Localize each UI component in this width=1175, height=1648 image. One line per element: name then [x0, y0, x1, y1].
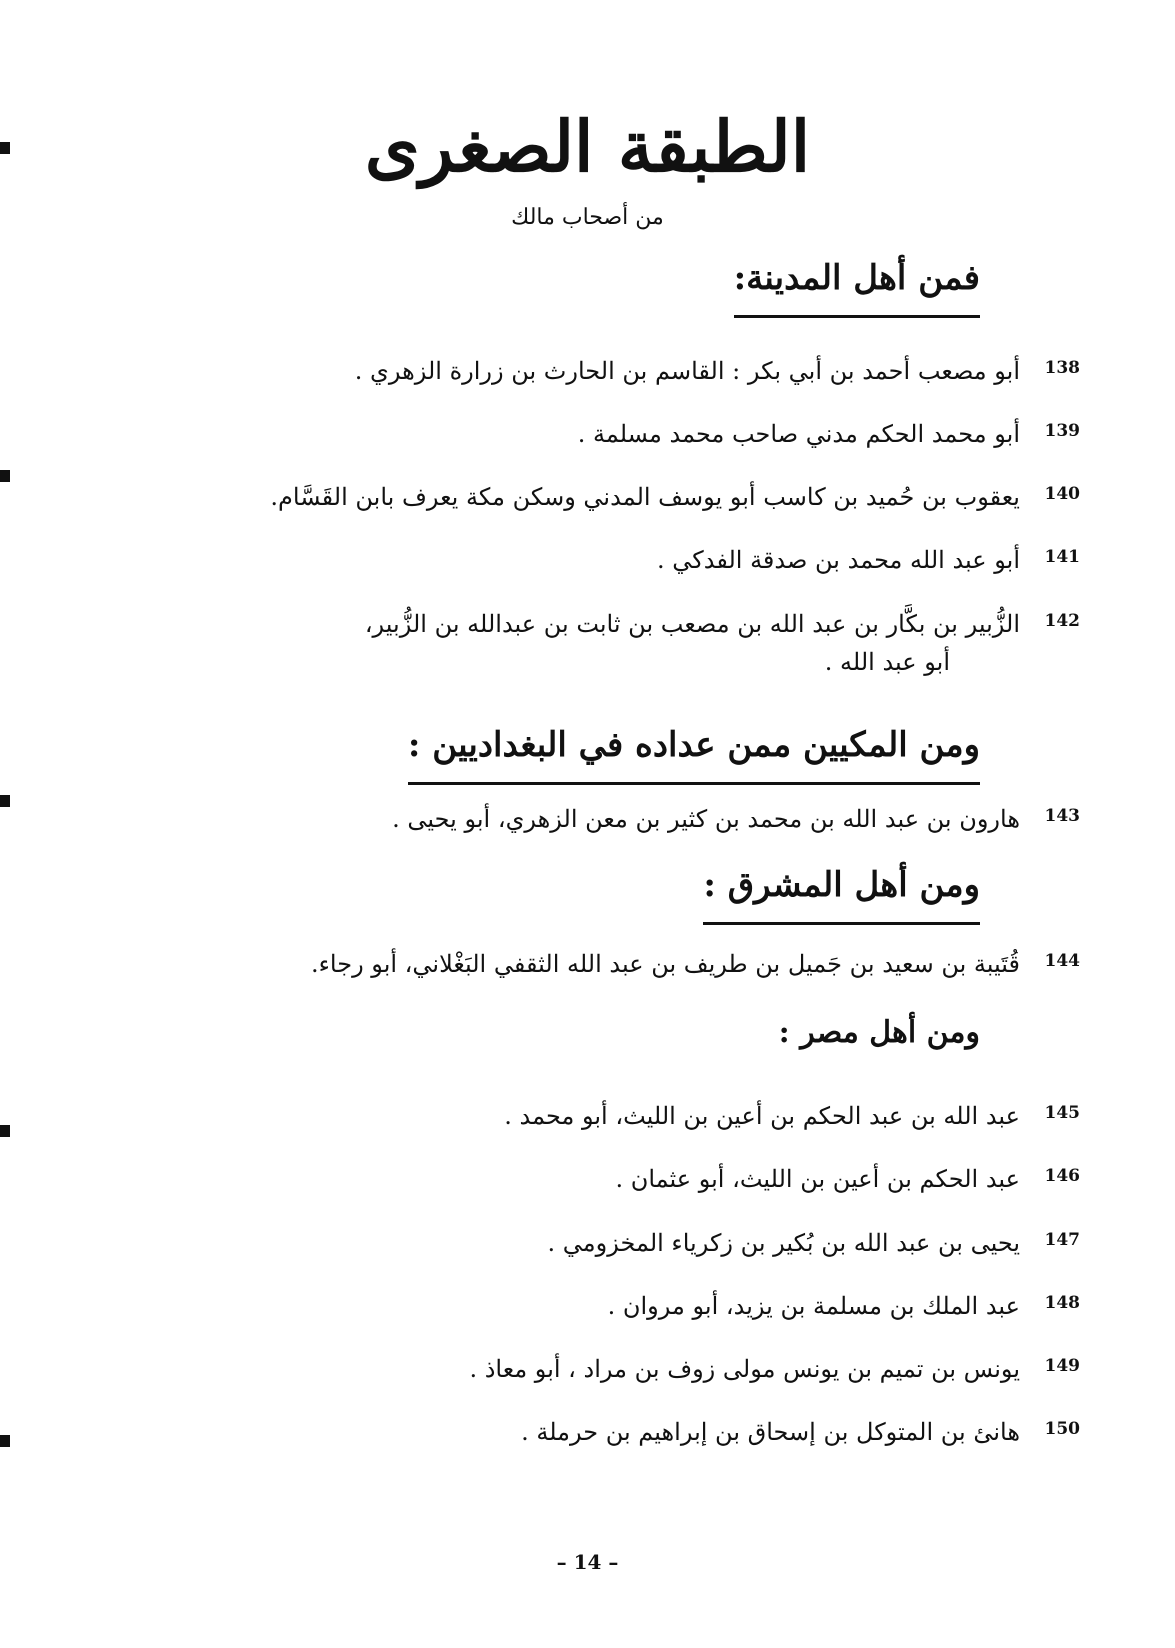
scan-edge-mark [0, 470, 10, 482]
entry-143 [392, 800, 1080, 838]
entry-text: يحيى بن عبد الله بن بُكير بن زكرياء المخزومي . [547, 1229, 1020, 1257]
entry-144 [311, 945, 1080, 983]
scan-edge-mark [0, 795, 10, 807]
entry-number: 139 [1044, 421, 1080, 441]
entry-text: يونس بن تميم بن يونس مولى زوف بن مراد ، أبو معاذ . [469, 1355, 1020, 1383]
section-heading-text: فمن أهل المدينة: [733, 258, 980, 298]
entry-142 [364, 605, 1080, 682]
entry-number: 144 [1044, 951, 1080, 971]
section-heading-text: ومن المكيين ممن عداده في البغداديين : [407, 725, 980, 765]
entry-149 [469, 1350, 1080, 1388]
entry-number: 147 [1044, 1230, 1080, 1250]
page-subtitle: من أصحاب مالك [511, 205, 664, 230]
section-heading-mashriq [703, 865, 980, 911]
entry-text: الزُّبير بن بكَّار بن عبد الله بن مصعب بن ثابت بن عبدالله بن الزُّبير، [364, 610, 1020, 638]
section-heading-makkiyyin [408, 725, 980, 771]
scan-edge-mark [0, 142, 10, 154]
page-title: الطبقة الصغرى [364, 105, 811, 188]
heading-underline [703, 922, 980, 925]
page-number: – 14 – [556, 1550, 619, 1574]
entry-139 [577, 415, 1080, 453]
heading-underline [408, 782, 980, 785]
entry-text: أبو عبد الله محمد بن صدقة الفدكي . [657, 546, 1020, 574]
entry-number: 148 [1044, 1293, 1080, 1313]
entry-number: 145 [1044, 1103, 1080, 1123]
entry-text: هارون بن عبد الله بن محمد بن كثير بن معن الزهري، أبو يحيى . [392, 805, 1020, 833]
section-heading-text: ومن أهل المشرق : [703, 865, 980, 905]
entry-number: 149 [1044, 1356, 1080, 1376]
scan-edge-mark [0, 1435, 10, 1447]
section-heading-misr [779, 1015, 980, 1056]
scan-edge-mark [0, 1125, 10, 1137]
entry-150 [521, 1413, 1080, 1451]
entry-number: 143 [1044, 806, 1080, 826]
entry-text: أبو مصعب أحمد بن أبي بكر : القاسم بن الحارث بن زرارة الزهري . [354, 357, 1020, 385]
entry-140 [270, 478, 1080, 516]
entry-number: 150 [1044, 1419, 1080, 1439]
entry-text: عبد الحكم بن أعين بن الليث، أبو عثمان . [615, 1165, 1020, 1193]
entry-147 [547, 1224, 1080, 1262]
entry-141 [657, 541, 1080, 579]
entry-number: 140 [1044, 484, 1080, 504]
entry-number: 142 [1044, 611, 1080, 631]
entry-number: 141 [1044, 547, 1080, 567]
entry-text: عبد الملك بن مسلمة بن يزيد، أبو مروان . [607, 1292, 1020, 1320]
entry-146 [615, 1160, 1080, 1198]
entry-text: عبد الله بن عبد الحكم بن أعين بن الليث، أبو محمد . [504, 1102, 1020, 1130]
entry-number: 138 [1044, 358, 1080, 378]
entry-text: يعقوب بن حُميد بن كاسب أبو يوسف المدني وسكن مكة يعرف بابن القَسَّام. [270, 483, 1020, 511]
entry-text: أبو محمد الحكم مدني صاحب محمد مسلمة . [577, 420, 1020, 448]
section-heading-madina [734, 258, 980, 304]
entry-text: قُتَيبة بن سعيد بن جَميل بن طريف بن عبد الله الثقفي البَغْلاني، أبو رجاء. [311, 950, 1020, 978]
entry-145 [504, 1097, 1080, 1135]
section-heading-text: ومن أهل مصر : [778, 1015, 980, 1050]
entry-148 [607, 1287, 1080, 1325]
entry-number: 146 [1044, 1166, 1080, 1186]
entry-138 [354, 352, 1080, 390]
entry-text: هانئ بن المتوكل بن إسحاق بن إبراهيم بن حرملة . [521, 1418, 1020, 1446]
entry-text-continuation: أبو عبد الله . [824, 648, 950, 677]
heading-underline [734, 315, 980, 318]
